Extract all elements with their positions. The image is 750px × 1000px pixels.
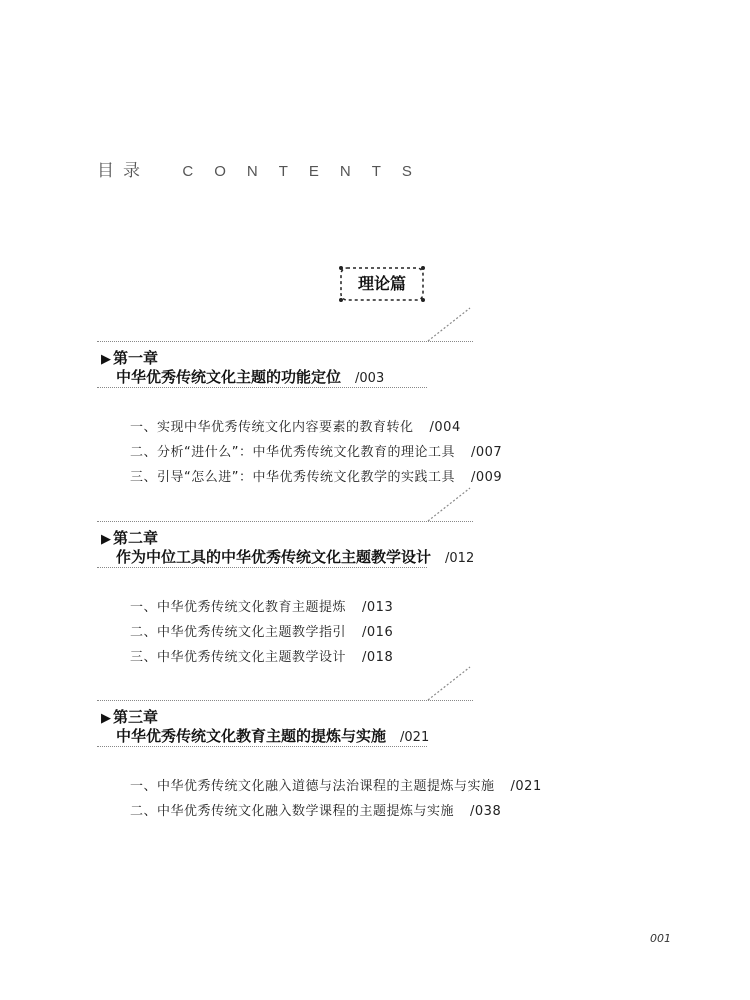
section-page: /013 [362,600,394,615]
toc-section: 三、中华优秀传统文化主题教学设计 /018 [130,650,394,665]
chapter-title: 作为中位工具的中华优秀传统文化主题教学设计 /012 [116,548,475,566]
triangle-right-icon: ▶ [101,532,111,547]
chapter-bottom-rule [97,746,427,747]
section-page: /021 [510,779,542,794]
toc-section: 二、中华优秀传统文化主题教学指引 /016 [130,625,394,640]
toc-heading-chinese: 目录 [97,161,149,181]
chapter-top-rule [97,700,473,701]
chapter-title: 中华优秀传统文化教育主题的提炼与实施 /021 [116,727,430,745]
section-page: /007 [470,445,503,460]
section-page: /018 [362,650,394,665]
toc-heading [97,156,433,181]
chapter-bottom-rule [97,387,427,388]
section-page: /009 [470,470,503,485]
toc-section: 三、引导“怎么进”：中华优秀传统文化教学的实践工具 /009 [130,470,503,485]
triangle-right-icon: ▶ [101,711,111,726]
chapter-page: /003 [355,371,385,386]
chapter-label: ▶ 第一章 [101,349,159,367]
toc-section: 一、中华优秀传统文化教育主题提炼 /013 [130,600,394,615]
chapter-top-rule [97,521,473,522]
section-page: /038 [470,804,502,819]
toc-heading-english: CONTENTS [182,163,433,180]
chapter-top-rule [97,341,473,342]
page-number: 001 [650,932,671,945]
chapter-label: ▶ 第二章 [101,529,159,547]
chapter-bottom-rule [97,567,427,568]
part-title: 理论篇 [357,274,406,293]
toc-section: 一、实现中华优秀传统文化内容要素的教育转化 /004 [130,420,461,435]
toc-section: 二、分析“进什么”：中华优秀传统文化教育的理论工具 /007 [130,445,503,460]
part-title-badge [338,265,426,303]
chapter-divider-slant [427,666,471,702]
chapter-label: ▶ 第三章 [101,708,159,726]
chapter-page: /012 [445,551,475,566]
chapter-divider-slant [427,307,471,343]
toc-section: 一、中华优秀传统文化融入道德与法治课程的主题提炼与实施 /021 [130,779,542,794]
triangle-right-icon: ▶ [101,352,111,367]
toc-section: 二、中华优秀传统文化融入数学课程的主题提炼与实施 /038 [130,804,502,819]
chapter-page: /021 [400,730,430,745]
chapter-divider-slant [427,487,471,523]
section-page: /004 [429,420,461,435]
chapter-title: 中华优秀传统文化主题的功能定位 /003 [116,368,385,386]
section-page: /016 [362,625,394,640]
